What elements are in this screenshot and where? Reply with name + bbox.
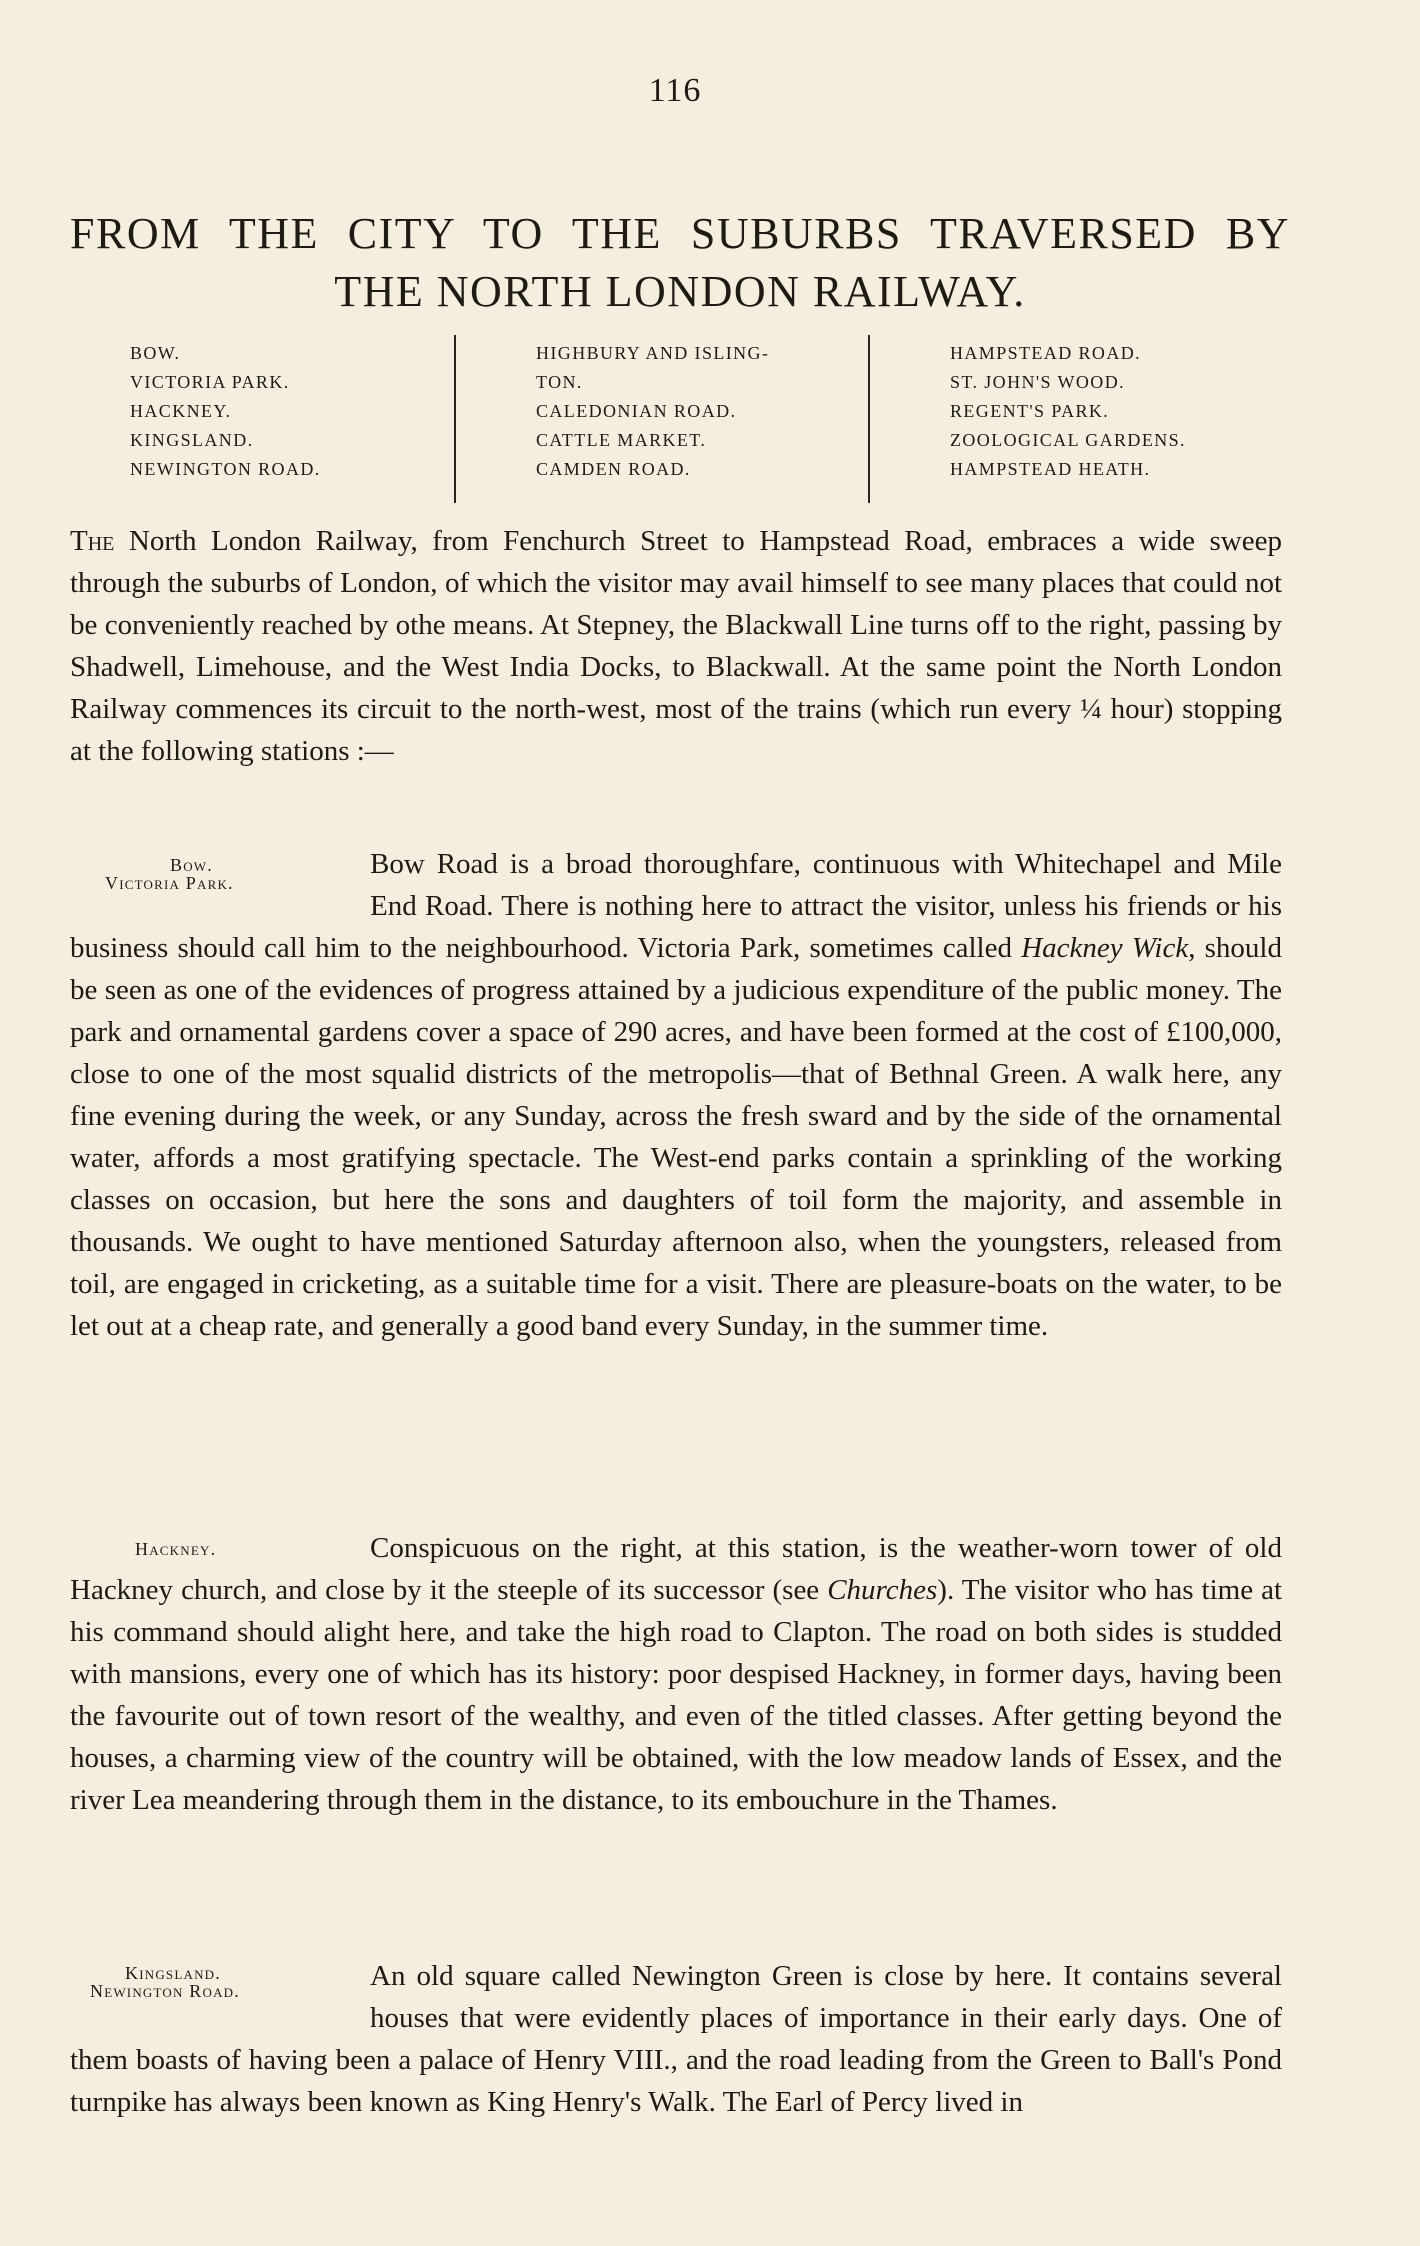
station-item: VICTORIA PARK. bbox=[130, 372, 290, 392]
margin-note-line: Victoria Park. bbox=[105, 873, 234, 893]
hackney-italic: Churches bbox=[827, 1574, 938, 1606]
margin-note-kingsland bbox=[70, 1955, 370, 2039]
page-number: 116 bbox=[648, 72, 702, 109]
margin-note-line: Newington Road. bbox=[90, 1981, 240, 2001]
chapter-title bbox=[70, 205, 1290, 321]
hackney-text-a: Conspicuous on the right, at this station, is the weather-worn tower of old Hackney church, and close by it the steeple of its successor (see bbox=[70, 1532, 1282, 1606]
station-item: CATTLE MARKET. bbox=[536, 430, 707, 450]
station-item: TON. bbox=[536, 372, 583, 392]
station-list bbox=[70, 335, 1270, 503]
kingsland-paragraph bbox=[70, 1955, 1282, 2123]
bow-paragraph bbox=[70, 843, 1282, 1347]
station-item: REGENT'S PARK. bbox=[950, 401, 1110, 421]
hackney-text-b: ). The visitor who has time at his command should alight here, and take the high road to Clapton. The road on both sides is studded with mansions, every one of which has its history: poor despised Hackney, in former days, having been the favourite out of town resort of the wealthy, and even of the titled classes. After getting beyond the houses, a charming view of the country will be obtained, with the low meadow lands of Essex, and the river Lea meandering through them in the distance, to its embouchure in the Thames. bbox=[70, 1574, 1282, 1816]
station-item: ZOOLOGICAL GARDENS. bbox=[950, 430, 1186, 450]
station-item: NEWINGTON ROAD. bbox=[130, 459, 321, 479]
station-item: ST. JOHN'S WOOD. bbox=[950, 372, 1125, 392]
bow-text-b: , should be seen as one of the evidences of progress attained by a judicious expenditure of the public money. The park and ornamental gardens cover a space of 290 acres, and have been formed at the cost of £100,000, close to one of the most squalid districts of the metropolis—that of Bethnal Green. A walk here, any fine evening during the week, or any Sunday, across the fresh sward and by the side of the ornamental water, affords a most gratifying spectacle. The West-end parks contain a sprinkling of the working classes on occasion, but here the sons and daughters of toil form the majority, and assemble in thousands. We ought to have mentioned Saturday afternoon also, when the youngsters, released from toil, are engaged in cricketing, as a suitable time for a visit. There are pleasure-boats on the water, to be let out at a cheap rate, and generally a good band every Sunday, in the summer time. bbox=[70, 932, 1282, 1342]
margin-note-bow bbox=[70, 843, 370, 927]
intro-paragraph bbox=[70, 520, 1282, 772]
margin-note-hackney bbox=[70, 1527, 370, 1569]
intro-text: North London Railway, from Fenchurch Street to Hampstead Road, embraces a wide sweep through the suburbs of London, of which the visitor may avail himself to see many places that could not be conveniently reached by othe means. At Stepney, the Blackwall Line turns off to the right, passing by Shadwell, Limehouse, and the West India Docks, to Blackwall. At the same point the North London Railway commences its circuit to the north-west, most of the trains (which run every ¼ hour) stopping at the following stations :— bbox=[70, 525, 1282, 767]
margin-note-line: Hackney. bbox=[135, 1539, 217, 1559]
station-column-3 bbox=[868, 335, 1278, 503]
station-item: HAMPSTEAD ROAD. bbox=[950, 343, 1142, 363]
hackney-paragraph bbox=[70, 1527, 1282, 1821]
chapter-title-line-2: THE NORTH LONDON RAILWAY. bbox=[334, 267, 1026, 316]
chapter-title-line-1: FROM THE CITY TO THE SUBURBS TRAVERSED BY bbox=[70, 209, 1290, 258]
kingsland-text: An old square called Newington Green is close by here. It contains several houses that were evidently places of importance in their early days. One of them boasts of having been a palace of Henry VIII., and the road leading from the Green to Ball's Pond turnpike has always been known as King Henry's Walk. The Earl of Percy lived in bbox=[70, 1960, 1282, 2118]
station-item: HAMPSTEAD HEATH. bbox=[950, 459, 1151, 479]
station-item: CAMDEN ROAD. bbox=[536, 459, 691, 479]
station-item: HACKNEY. bbox=[130, 401, 232, 421]
station-item: BOW. bbox=[130, 343, 181, 363]
station-item: KINGSLAND. bbox=[130, 430, 254, 450]
station-item: HIGHBURY AND ISLING- bbox=[536, 343, 770, 363]
intro-lead-word: The bbox=[70, 525, 115, 557]
bow-italic: Hackney Wick bbox=[1021, 932, 1189, 964]
margin-note-line: Bow. bbox=[170, 855, 213, 875]
bow-text-a: Bow Road is a broad thoroughfare, continuous with Whitechapel and Mile End Road. There is nothing here to attract the visitor, unless his friends or his business should call him to the neighbourhood. Victoria Park, sometimes called bbox=[70, 848, 1282, 964]
station-column-1 bbox=[70, 335, 454, 503]
station-item: CALEDONIAN ROAD. bbox=[536, 401, 737, 421]
margin-note-line: Kingsland. bbox=[125, 1963, 221, 1983]
station-column-2 bbox=[454, 335, 868, 503]
